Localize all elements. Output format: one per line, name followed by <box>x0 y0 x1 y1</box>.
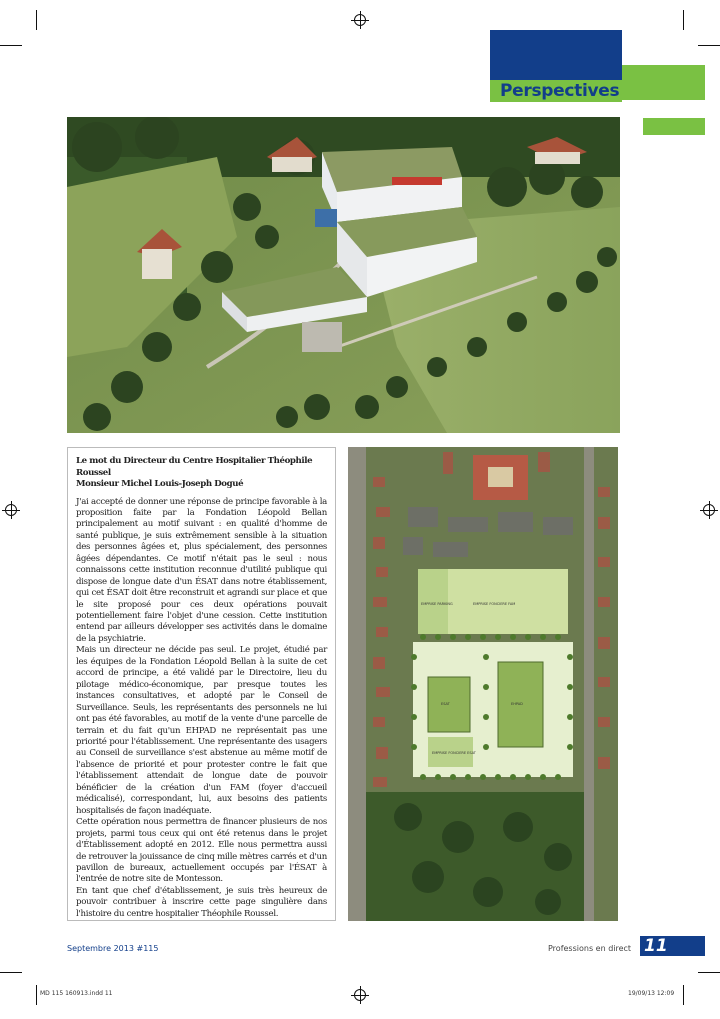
crop-mark <box>36 985 37 1005</box>
plan-label-esat-zone: EMPRISE FONCIERE ESAT <box>432 751 476 755</box>
magazine-name: Professions en direct <box>548 944 632 953</box>
crop-mark <box>36 10 37 30</box>
page-number-badge <box>640 936 705 956</box>
issue-label: Septembre 2013 #115 <box>67 944 159 953</box>
article-heading-line1: Le mot du Directeur du Centre Hospitalier Théophile Roussel <box>76 456 313 478</box>
crop-mark <box>698 972 720 973</box>
plan-label-esat: ESAT <box>441 702 450 706</box>
aerial-rendering-image <box>67 117 620 433</box>
header-accent-bar <box>643 118 705 135</box>
page-number: 11 <box>644 936 668 956</box>
registration-mark-icon <box>703 504 715 516</box>
site-plan-image <box>348 447 618 921</box>
article-paragraph: Cette opération nous permettra de financer plusieurs de nos projets, parmi tous ceux qui ont été retenus dans le projet d'Établissement adopté en 2012. Elle nous permettra aussi de retrouver la jouissance de cinq mille mètres carrés et d'un pavillon de bureaux, actuellement occupés par l'ÉSAT à l'entrée de notre site de Montesson. <box>76 817 327 885</box>
plan-label-fam: EMPRISE FONCIERE FAM <box>473 602 516 606</box>
crop-mark <box>698 45 720 46</box>
article-heading-line2: Monsieur Michel Louis-Joseph Dogué <box>76 479 244 489</box>
plan-label-ehpad: EHPAD <box>511 702 523 706</box>
print-slug-date: 19/09/13 12:09 <box>628 990 675 997</box>
registration-mark-icon <box>354 14 366 26</box>
registration-mark-icon <box>5 504 17 516</box>
registration-mark-icon <box>354 989 366 1001</box>
article-paragraph: En tant que chef d'établissement, je suis très heureux de pouvoir contribuer à inscrire cette page singulière dans l'histoire du centre hospitalier Théophile Roussel. <box>76 885 327 919</box>
article-heading <box>76 456 327 491</box>
article-text-box <box>67 447 336 921</box>
article-paragraph: Mais un directeur ne décide pas seul. Le projet, étudié par les équipes de la Fondation Léopold Bellan à la suite de cet accord de principe, a été validé par le Directoire, lieu du pilotage médico-économique, par presque toutes les instances consultatives, et adopté par le Conseil de Surveillance. Seuls, les représentants des personnels ne lui ont pas été favorables, au motif de la vente d'une parcelle de terrain et du fait qu'un EHPAD ne représentait pas une priorité pour l'établissement. Une représentante des usagers au Conseil de surveillance s'est abstenue au même motif de l'absence de priorité et pour protester contre le fait que l'établissement attendait de longue date de pouvoir bénéficier de la création d'un FAM (foyer d'accueil médicalisé), correspondant, lui, aux besoins des patients hospitalisés de façon inadéquate. <box>76 645 327 816</box>
crop-mark <box>0 972 22 973</box>
crop-mark <box>683 10 684 30</box>
header-green-block <box>622 65 705 100</box>
article-paragraph: J'ai accepté de donner une réponse de principe favorable à la proposition faite par la Fondation Léopold Bellan principalement au motif suivant : en qualité d'homme de santé publique, je suis extrêmement sensible à la situation des personnes âgées et, plus spécialement, des personnes âgées dépendantes. Ce motif n'était pas le seul : nous connaissons cette institution reconnue d'utilité publique qui dispose de longue date d'un ÉSAT dans notre établissement, qui cet ÉSAT doit être reconstruit et agrandi sur place et que le site proposé pour ces deux opérations pouvait potentiellement faire l'objet d'une cession. Cette institution entend par ailleurs développer ses activités dans le domaine de la psychiatrie. <box>76 496 327 644</box>
section-title: Perspectives <box>500 81 620 101</box>
print-slug-file: MD 115 160913.indd 11 <box>40 990 113 997</box>
crop-mark <box>683 985 684 1005</box>
plan-label-parking: EMPRISE PARKING <box>421 602 453 606</box>
crop-mark <box>0 45 22 46</box>
